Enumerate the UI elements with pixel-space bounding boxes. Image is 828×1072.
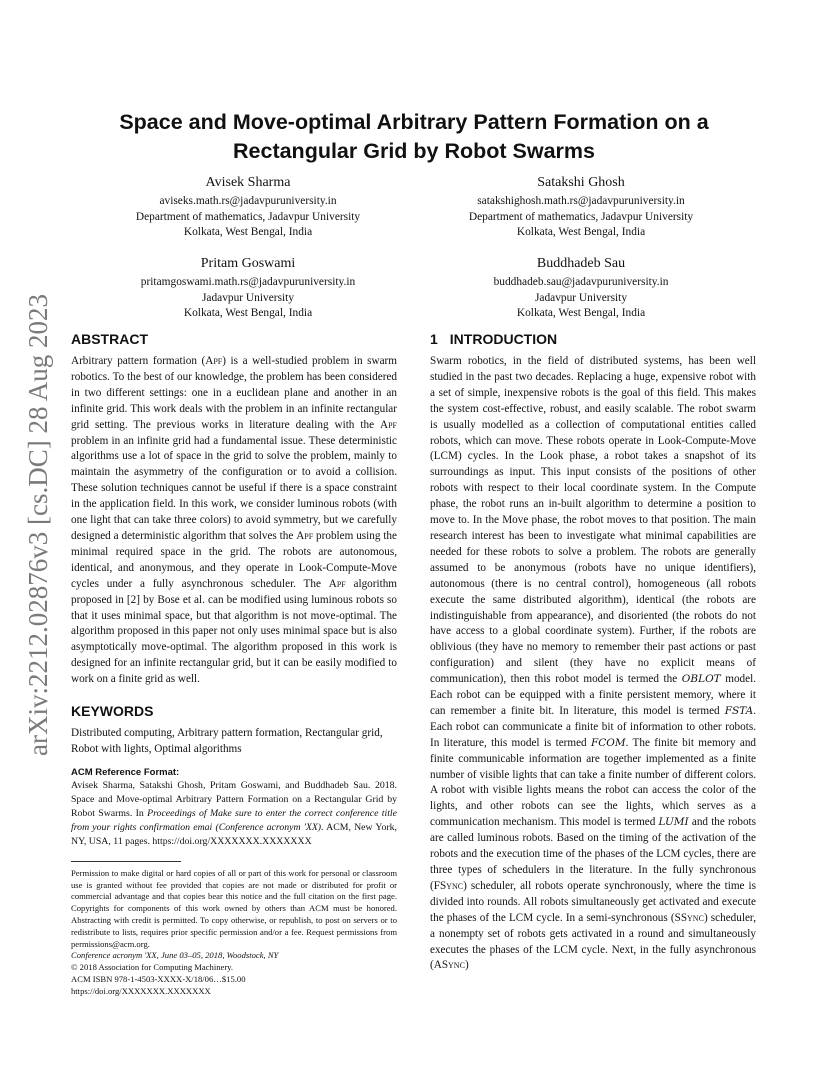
doi-link[interactable]: https://doi.org/XXXXXXX.XXXXXXX [71,985,211,996]
permission-text: Permission to make digital or hard copies of all or part of this work for personal or classroom use is granted without fee provided that copies are not made or distributed for profit or commercial advantage and that copies bear this notice and the full citation on the first page. Copyrights for components of this work owned by others than ACM must be honored. Abstracting with credit is permitted. To copy otherwise, or republish, to post on servers or to redistribute to lists, requires prior specific permission and/or a fee. Request permissions from permissions@acm.org. [71,867,397,949]
acm-reference-heading: ACM Reference Format: [71,766,180,778]
conference-info: Conference acronym 'XX, June 03–05, 2018, Woodstock, NY [71,950,279,961]
keywords-heading: KEYWORDS [71,703,154,720]
arxiv-stamp [21,280,55,770]
arxiv-id: arXiv:2212.02876v3 [cs.DC] 28 Aug 2023 [23,294,53,756]
introduction-heading: 1 INTRODUCTION [430,331,558,347]
author-affiliation: Department of mathematics, Jadavpur University [468,210,694,223]
abstract-heading: ABSTRACT [71,331,148,347]
author-block-4 [401,255,761,322]
copyright-line: © 2018 Association for Computing Machinery. [71,962,234,973]
abstract-text: Arbitrary pattern formation (Apf) is a well-studied problem in swarm robotics. To the best of our knowledge, the problem has been considered in two different settings: one in a euclidean plane and another in an infinite grid. This work deals with the problem in an infinite rectangular grid setting. The previous works in literature dealing with the Apf problem in an infinite grid had a fundamental issue. These deterministic algorithms use a lot of space in the grid to solve the problem, mainly to maintain the asymmetry of the configuration or to avoid a collision. These solution techniques cannot be useful if there is a space constraint in the application field. In this work, we consider luminous robots (with one light that can take three colors) to avoid symmetry, but we carefully designed a deterministic algorithm that solves the Apf problem using the minimal required space in the grid. The robots are autonomous, identical, and anonymous, and they operate in Look-Compute-Move cycles under a fully asynchronous scheduler. The Apf algorithm proposed in [2] by Bose et al. can be modified using luminous robots so that it uses minimal space, but that algorithm is not move-optimal. The algorithm proposed in this paper not only uses minimal space but is also asymptotically move-optimal. The algorithm proposed in this work is designed for an infinite rectangular grid, but it can be easily modified to work on a finite grid as well. [71,355,397,686]
author-name: Buddhadeb Sau [536,256,626,271]
author-block-2 [401,174,761,241]
acm-reference-text: Avisek Sharma, Satakshi Ghosh, Pritam Goswami, and Buddhadeb Sau. 2018. Space and Move-optimal Arbitrary Pattern Formation on a Rectangular Grid by Robot Swarms. In Proceedings of Make sure to enter the correct conference title from your rights confirmation emai (Conference acronym 'XX). ACM, New York, NY, USA, 11 pages. https://doi.org/XXXXXXX.XXXXXXX [71,779,397,847]
author-email[interactable]: satakshighosh.math.rs@jadavpuruniversity.in [477,195,685,207]
oblot-symbol: OBLOT [681,673,721,686]
author-name: Satakshi Ghosh [537,175,625,190]
left-column [71,330,397,998]
author-name: Pritam Goswami [200,256,296,271]
introduction-text: Swarm robotics, in the field of distributed systems, has been well studied in the past two decades. Replacing a huge, expensive robot with a set of simple, inexpensive robots is the goal of this field. This makes the system cost-effective, robust, and easily scalable. The robot swarm is usually modelled as a collection of computational entities called robots, which can move. These robots operate in Look-Compute-Move (LCM) cycles. In the Look phase, a robot takes a snapshot of its surroundings as input. This input consists of the positions of other robots with respect to their local coordinate system. In the Compute phase, the robot runs an in-built algorithm to determine a position to move to. In the Move phase, the robot moves to that position. The main research interest has been to investigate what minimal capabilities are needed for these robots to solve a problem. The robots are generally assumed to be anonymous (robots have no unique identifiers), autonomous (there is no central control), homogeneous (all robots execute the same distributed algorithm), identical (the robots are indistinguishable from appearance), and disoriented (the robots do not have access to a global coordinate system). Further, if the robots are oblivious (they have no memory to remember their past actions or past configuration) and silent (they have no explicit means of communication), then this robot model is termed the OBLOT model. Each robot can be equipped with a finite persistent memory, where it can remember a finite bit. In literature, this model is termed FSTA. Each robot can communicate a finite bit of information to other robots. In literature, this model is termed FCOM. The finite bit memory and finite communicable information are together implemented as a finite number of visible lights that can take a finite number of different colors. A robot with visible lights means the robot can access the color of the lights, and other robots can see the lights, which serves as a communication mechanism. This model is termed LUMI and the robots are called luminous robots. Based on the timing of the activation of the robots and the execution time of the phases of the LCM cycles, there are three types of schedulers in the literature. In the fully synchronous (FSync) scheduler, all robots operate synchronously, where the time is divided into rounds. All robots simultaneously get activated and execute the phases of the LCM cycle. In a semi-synchronous (SSync) scheduler, a nonempty set of robots gets activated in a round and simultaneously executes the phases of the LCM cycle. Next, in the fully asynchronous (ASync) [430,355,757,972]
author-email[interactable]: buddhadeb.sau@jadavpuruniversity.in [493,276,669,288]
right-column [430,330,756,974]
author-block-1 [68,174,428,241]
fsta-symbol: FSTA [724,704,754,717]
author-location: Kolkata, West Bengal, India [183,226,313,238]
author-email[interactable]: aviseks.math.rs@jadavpuruniversity.in [159,195,337,207]
title-line-2: Rectangular Grid by Robot Swarms [233,139,595,163]
title-line-1: Space and Move-optimal Arbitrary Pattern Formation on a [119,110,709,134]
author-affiliation: Jadavpur University [534,291,628,304]
keywords-text: Distributed computing, Arbitrary pattern formation, Rectangular grid, Robot with lights, Optimal algorithms [71,727,383,755]
author-name: Avisek Sharma [205,175,291,190]
paper-title [70,108,758,166]
author-affiliation: Department of mathematics, Jadavpur University [135,210,361,223]
author-email[interactable]: pritamgoswami.math.rs@jadavpuruniversity.in [140,276,356,288]
permission-notice [71,868,397,998]
author-affiliation: Jadavpur University [201,291,295,304]
author-location: Kolkata, West Bengal, India [516,226,646,238]
isbn-line: ACM ISBN 978-1-4503-XXXX-X/18/06…$15.00 [71,974,246,985]
author-location: Kolkata, West Bengal, India [516,307,646,319]
author-location: Kolkata, West Bengal, India [183,307,313,319]
fcom-symbol: FCOM [590,736,626,749]
author-block-3 [68,255,428,322]
lumi-symbol: LUMI [658,816,689,829]
footnote-divider [71,861,181,862]
